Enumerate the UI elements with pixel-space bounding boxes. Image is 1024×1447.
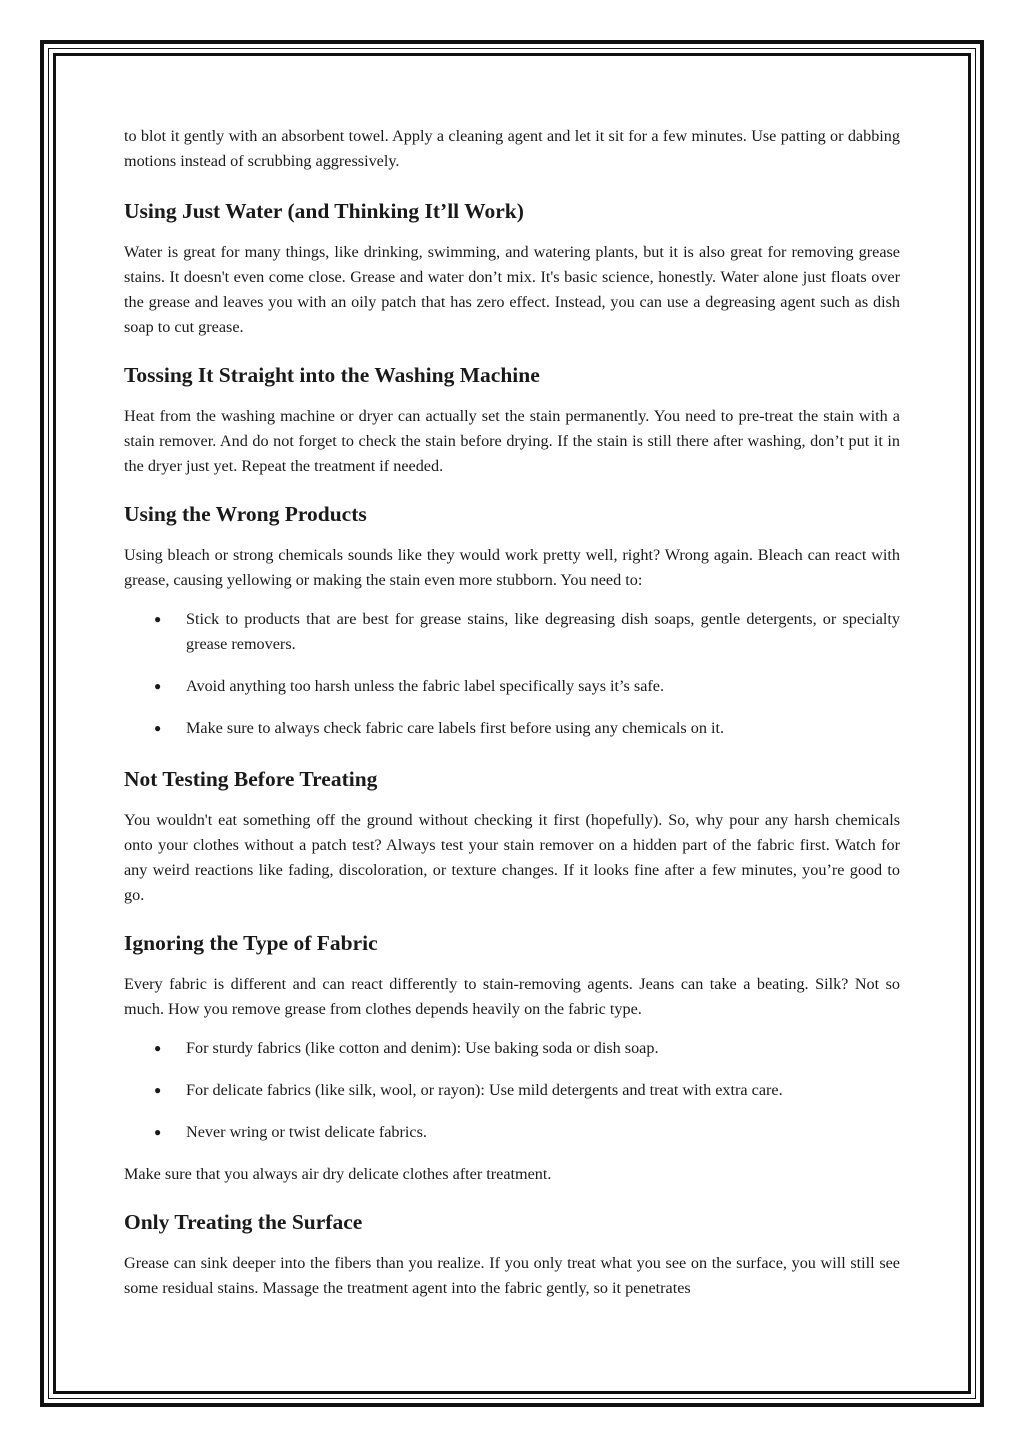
list-item-text: For sturdy fabrics (like cotton and denim): Use baking soda or dish soap.: [186, 1039, 659, 1057]
products-bullet-list: [124, 607, 900, 741]
fabric-note-paragraph: Make sure that you always air dry delicate clothes after treatment.: [124, 1165, 552, 1183]
list-item-text: Never wring or twist delicate fabrics.: [186, 1123, 427, 1141]
heading-using-just-water: Using Just Water (and Thinking It’ll Work): [124, 199, 524, 223]
list-item: [124, 674, 900, 699]
list-item-text: Avoid anything too harsh unless the fabric label specifically says it’s safe.: [186, 677, 665, 695]
heading-not-testing: Not Testing Before Treating: [124, 767, 378, 791]
testing-paragraph: You wouldn't eat something off the ground without checking it first (hopefully). So, why pour any harsh chemicals onto your clothes without a patch test? Always test your stain remover on a hidden part of the fabric first. Watch for any weird reactions like fading, discoloration, or texture changes. If it looks fine after a few minutes, you’re good to go.: [124, 811, 900, 904]
bullet-icon: ●: [154, 679, 162, 693]
list-item: [124, 716, 900, 741]
list-item: [124, 1078, 900, 1103]
heading-washing-machine: Tossing It Straight into the Washing Machine: [124, 363, 540, 387]
surface-paragraph: Grease can sink deeper into the fibers than you realize. If you only treat what you see on the surface, you will still see some residual stains. Massage the treatment agent into the fabric gently, so it penetrates: [124, 1254, 900, 1297]
list-item: [124, 1036, 900, 1061]
list-item: [124, 1120, 900, 1145]
bullet-icon: ●: [154, 1125, 162, 1139]
bullet-icon: ●: [154, 612, 162, 626]
list-item: [124, 607, 900, 657]
fabric-paragraph: Every fabric is different and can react differently to stain-removing agents. Jeans can take a beating. Silk? Not so much. How you remove grease from clothes depends heavily on the fabric type.: [124, 975, 900, 1018]
washing-paragraph: Heat from the washing machine or dryer can actually set the stain permanently. You need to pre-treat the stain with a stain remover. And do not forget to check the stain before drying. If the stain is still there after washing, don’t put it in the dryer just yet. Repeat the treatment if needed.: [124, 407, 900, 475]
products-paragraph: Using bleach or strong chemicals sounds like they would work pretty well, right? Wrong again. Bleach can react with grease, causing yellowing or making the stain even more stubborn. You need to:: [124, 546, 900, 589]
heading-wrong-products: Using the Wrong Products: [124, 502, 367, 526]
water-paragraph: Water is great for many things, like drinking, swimming, and watering plants, but it is also great for removing grease stains. It doesn't even come close. Grease and water don’t mix. It's basic science, honestly. Water alone just floats over the grease and leaves you with an oily patch that has zero effect. Instead, you can use a degreasing agent such as dish soap to cut grease.: [124, 243, 900, 336]
bullet-icon: ●: [154, 721, 162, 735]
heading-surface: Only Treating the Surface: [124, 1210, 363, 1234]
intro-paragraph: to blot it gently with an absorbent towel. Apply a cleaning agent and let it sit for a few minutes. Use patting or dabbing motions instead of scrubbing aggressively.: [124, 127, 900, 170]
list-item-text: Make sure to always check fabric care labels first before using any chemicals on it.: [186, 719, 725, 737]
bullet-icon: ●: [154, 1083, 162, 1097]
document-content: [124, 124, 900, 1315]
fabric-bullet-list: [124, 1036, 900, 1145]
list-item-text: Stick to products that are best for grease stains, like degreasing dish soaps, gentle detergents, or specialty grease removers.: [186, 610, 900, 653]
bullet-icon: ●: [154, 1041, 162, 1055]
heading-fabric-type: Ignoring the Type of Fabric: [124, 931, 378, 955]
list-item-text: For delicate fabrics (like silk, wool, or rayon): Use mild detergents and treat with extra care.: [186, 1081, 783, 1099]
